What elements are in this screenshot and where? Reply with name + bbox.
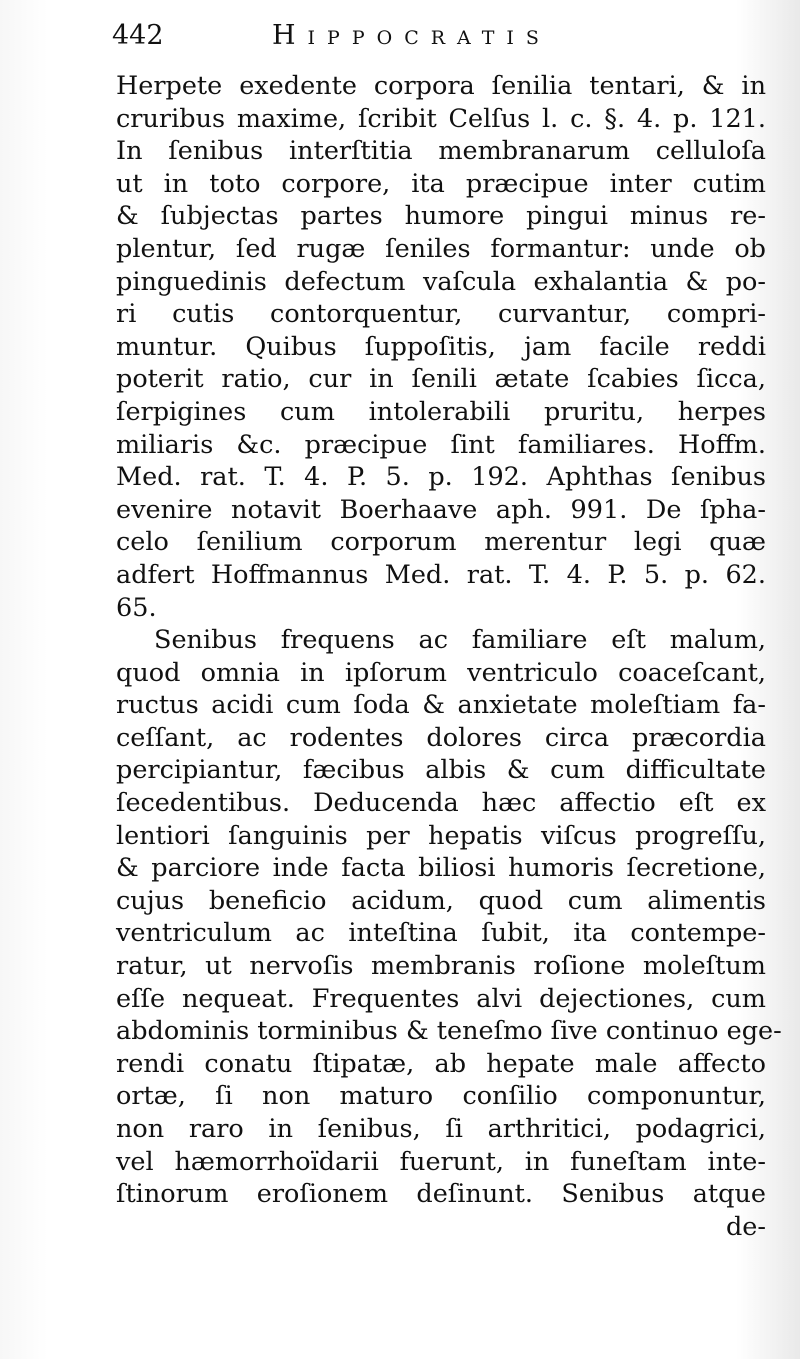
text-line: ſerpigines cum intolerabili pruritu, herpes xyxy=(116,396,766,427)
text-line: non raro in ſenibus, ſi arthritici, podagrici, xyxy=(116,1114,766,1144)
page-header xyxy=(112,20,762,60)
text-line: ut in toto corpore, ita præcipue inter cutim xyxy=(116,168,766,199)
text-line: cruribus maxime, ſcribit Celſus l. c. §. 4. p. 121. xyxy=(116,103,766,134)
text-line: cujus beneficio acidum, quod cum alimentis xyxy=(116,885,766,916)
text-line: & ſubjectas partes humore pingui minus re- xyxy=(116,201,766,232)
text-line: lentiori ſanguinis per hepatis viſcus progreſſu, xyxy=(116,820,766,851)
text-line: evenire notavit Boerhaave aph. 991. De ſpha- xyxy=(116,494,766,525)
paragraph-start-line: Senibus frequens ac familiare eſt malum, xyxy=(154,625,766,656)
text-line: ri cutis contorquentur, curvantur, compri- xyxy=(116,299,766,330)
text-line: 65. xyxy=(116,592,157,623)
running-title: Hippocratis xyxy=(272,20,551,51)
text-line: poterit ratio, cur in ſenili ætate ſcabies ſicca, xyxy=(116,364,766,395)
text-line: ventriculum ac inteſtina ſubit, ita contempe- xyxy=(116,918,766,949)
text-line: vel hæmorrhoïdarii fuerunt, in funeſtam inte- xyxy=(116,1146,766,1177)
text-line: ratur, ut nervoſis membranis roſione moleſtum xyxy=(116,951,766,982)
text-line: ſtinorum eroſionem deſinunt. Senibus atque xyxy=(116,1179,766,1210)
text-line: quod omnia in ipſorum ventriculo coaceſcant, xyxy=(116,657,766,688)
text-line: ortæ, ſi non maturo conſilio componuntur, xyxy=(116,1081,766,1112)
text-line: celo ſenilium corporum merentur legi quæ xyxy=(116,527,766,558)
text-line: & parciore inde facta biliosi humoris ſecretione, xyxy=(116,853,766,884)
text-line: muntur. Quibus ſuppoſitis, jam facile reddi xyxy=(116,331,766,362)
text-line: Med. rat. T. 4. P. 5. p. 192. Aphthas ſenibus xyxy=(116,462,766,493)
text-line: rendi conatu ſtipatæ, ab hepate male affecto xyxy=(116,1048,766,1079)
text-line: pinguedinis defectum vaſcula exhalantia & po- xyxy=(116,266,766,297)
text-line: eſſe nequeat. Frequentes alvi dejectiones, cum xyxy=(116,983,766,1014)
page-number: 442 xyxy=(112,20,164,51)
text-line: Herpete exedente corpora ſenilia tentari, & in xyxy=(116,71,766,101)
text-line: miliaris &c. præcipue ſint familiares. Hoffm. xyxy=(116,429,766,460)
text-line: plentur, ſed rugæ ſeniles formantur: unde ob xyxy=(116,233,766,264)
text-line: ſecedentibus. Deducenda hæc affectio eſt ex xyxy=(116,788,766,819)
catchword: de- xyxy=(725,1211,766,1242)
text-line: ceſſant, ac rodentes dolores circa præcordia xyxy=(116,722,766,753)
text-line: abdominis torminibus & teneſmo ſive continuo ege- xyxy=(116,1016,782,1047)
text-line: adfert Hoffmannus Med. rat. T. 4. P. 5. p. 62. xyxy=(116,559,766,590)
text-line: In ſenibus interſtitia membranarum celluloſa xyxy=(116,136,766,167)
body-text xyxy=(116,70,782,1243)
text-line: percipiantur, fæcibus albis & cum difficultate xyxy=(116,755,766,786)
text-line: ructus acidi cum ſoda & anxietate moleſtiam fa- xyxy=(116,690,766,721)
